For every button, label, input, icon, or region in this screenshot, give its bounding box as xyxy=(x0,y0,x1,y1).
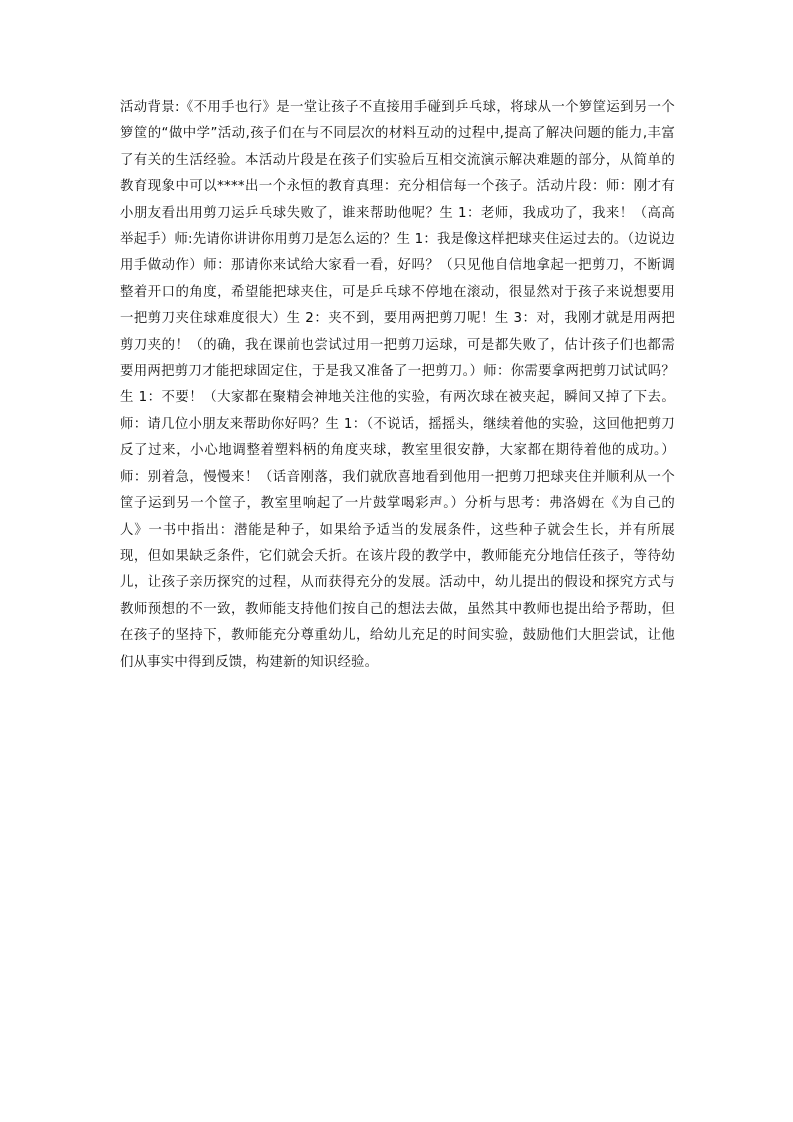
body-paragraph: 活动背景:《不用手也行》是一堂让孩子不直接用手碰到乒乓球，将球从一个箩筐运到另一个箩筐的“做中学”活动,孩子们在与不同层次的材料互动的过程中,提高了解决问题的能力,丰富了有关的生活经验。本活动片段是在孩子们实验后互相交流演示解决难题的部分，从简单的教育现象中可以****出一个永恒的教育真理：充分相信每一个孩子。活动片段：师：刚才有小朋友看出用剪刀运乒乓球失败了，谁来帮助他呢？生 1：老师，我成功了，我来！（高高举起手）师:先请你讲讲你用剪刀是怎么运的？生 1：我是像这样把球夹住运过去的。（边说边用手做动作）师：那请你来试给大家看一看，好吗？（只见他自信地拿起一把剪刀，不断调整着开口的角度，希望能把球夹住，可是乒乓球不停地在滚动，很显然对于孩子来说想要用一把剪刀夹住球难度很大）生 2：夹不到，要用两把剪刀呢！生 3：对，我刚才就是用两把剪刀夹的！（的确，我在课前也尝试过用一把剪刀运球，可是都失败了，估计孩子们也都需要用两把剪刀才能把球固定住，于是我又准备了一把剪刀。）师：你需要拿两把剪刀试试吗？生 1：不要！（大家都在聚精会神地关注他的实验，有两次球在被夹起，瞬间又掉了下去。师：请几位小朋友来帮助你好吗？生 1：（不说话，摇摇头，继续着他的实验，这回他把剪刀反了过来，小心地调整着塑料柄的角度夹球，教室里很安静，大家都在期待着他的成功。）师：别着急，慢慢来！（话音刚落，我们就欣喜地看到他用一把剪刀把球夹住并顺利从一个筐子运到另一个筐子，教室里响起了一片鼓掌喝彩声。）分析与思考：弗洛姆在《为自己的人》一书中指出：潜能是种子，如果给予适当的发展条件，这些种子就会生长，并有所展现，但如果缺乏条件，它们就会夭折。在该片段的教学中，教师能充分地信任孩子，等待幼儿，让孩子亲历探究的过程，从而获得充分的发展。活动中，幼儿提出的假设和探究方式与教师预想的不一致，教师能支持他们按自己的想法去做，虽然其中教师也提出给予帮助，但在孩子的坚持下，教师能充分尊重幼儿，给幼儿充足的时间实验，鼓励他们大胆尝试，让他们从事实中得到反馈，构建新的知识经验。 xyxy=(120,100,675,670)
